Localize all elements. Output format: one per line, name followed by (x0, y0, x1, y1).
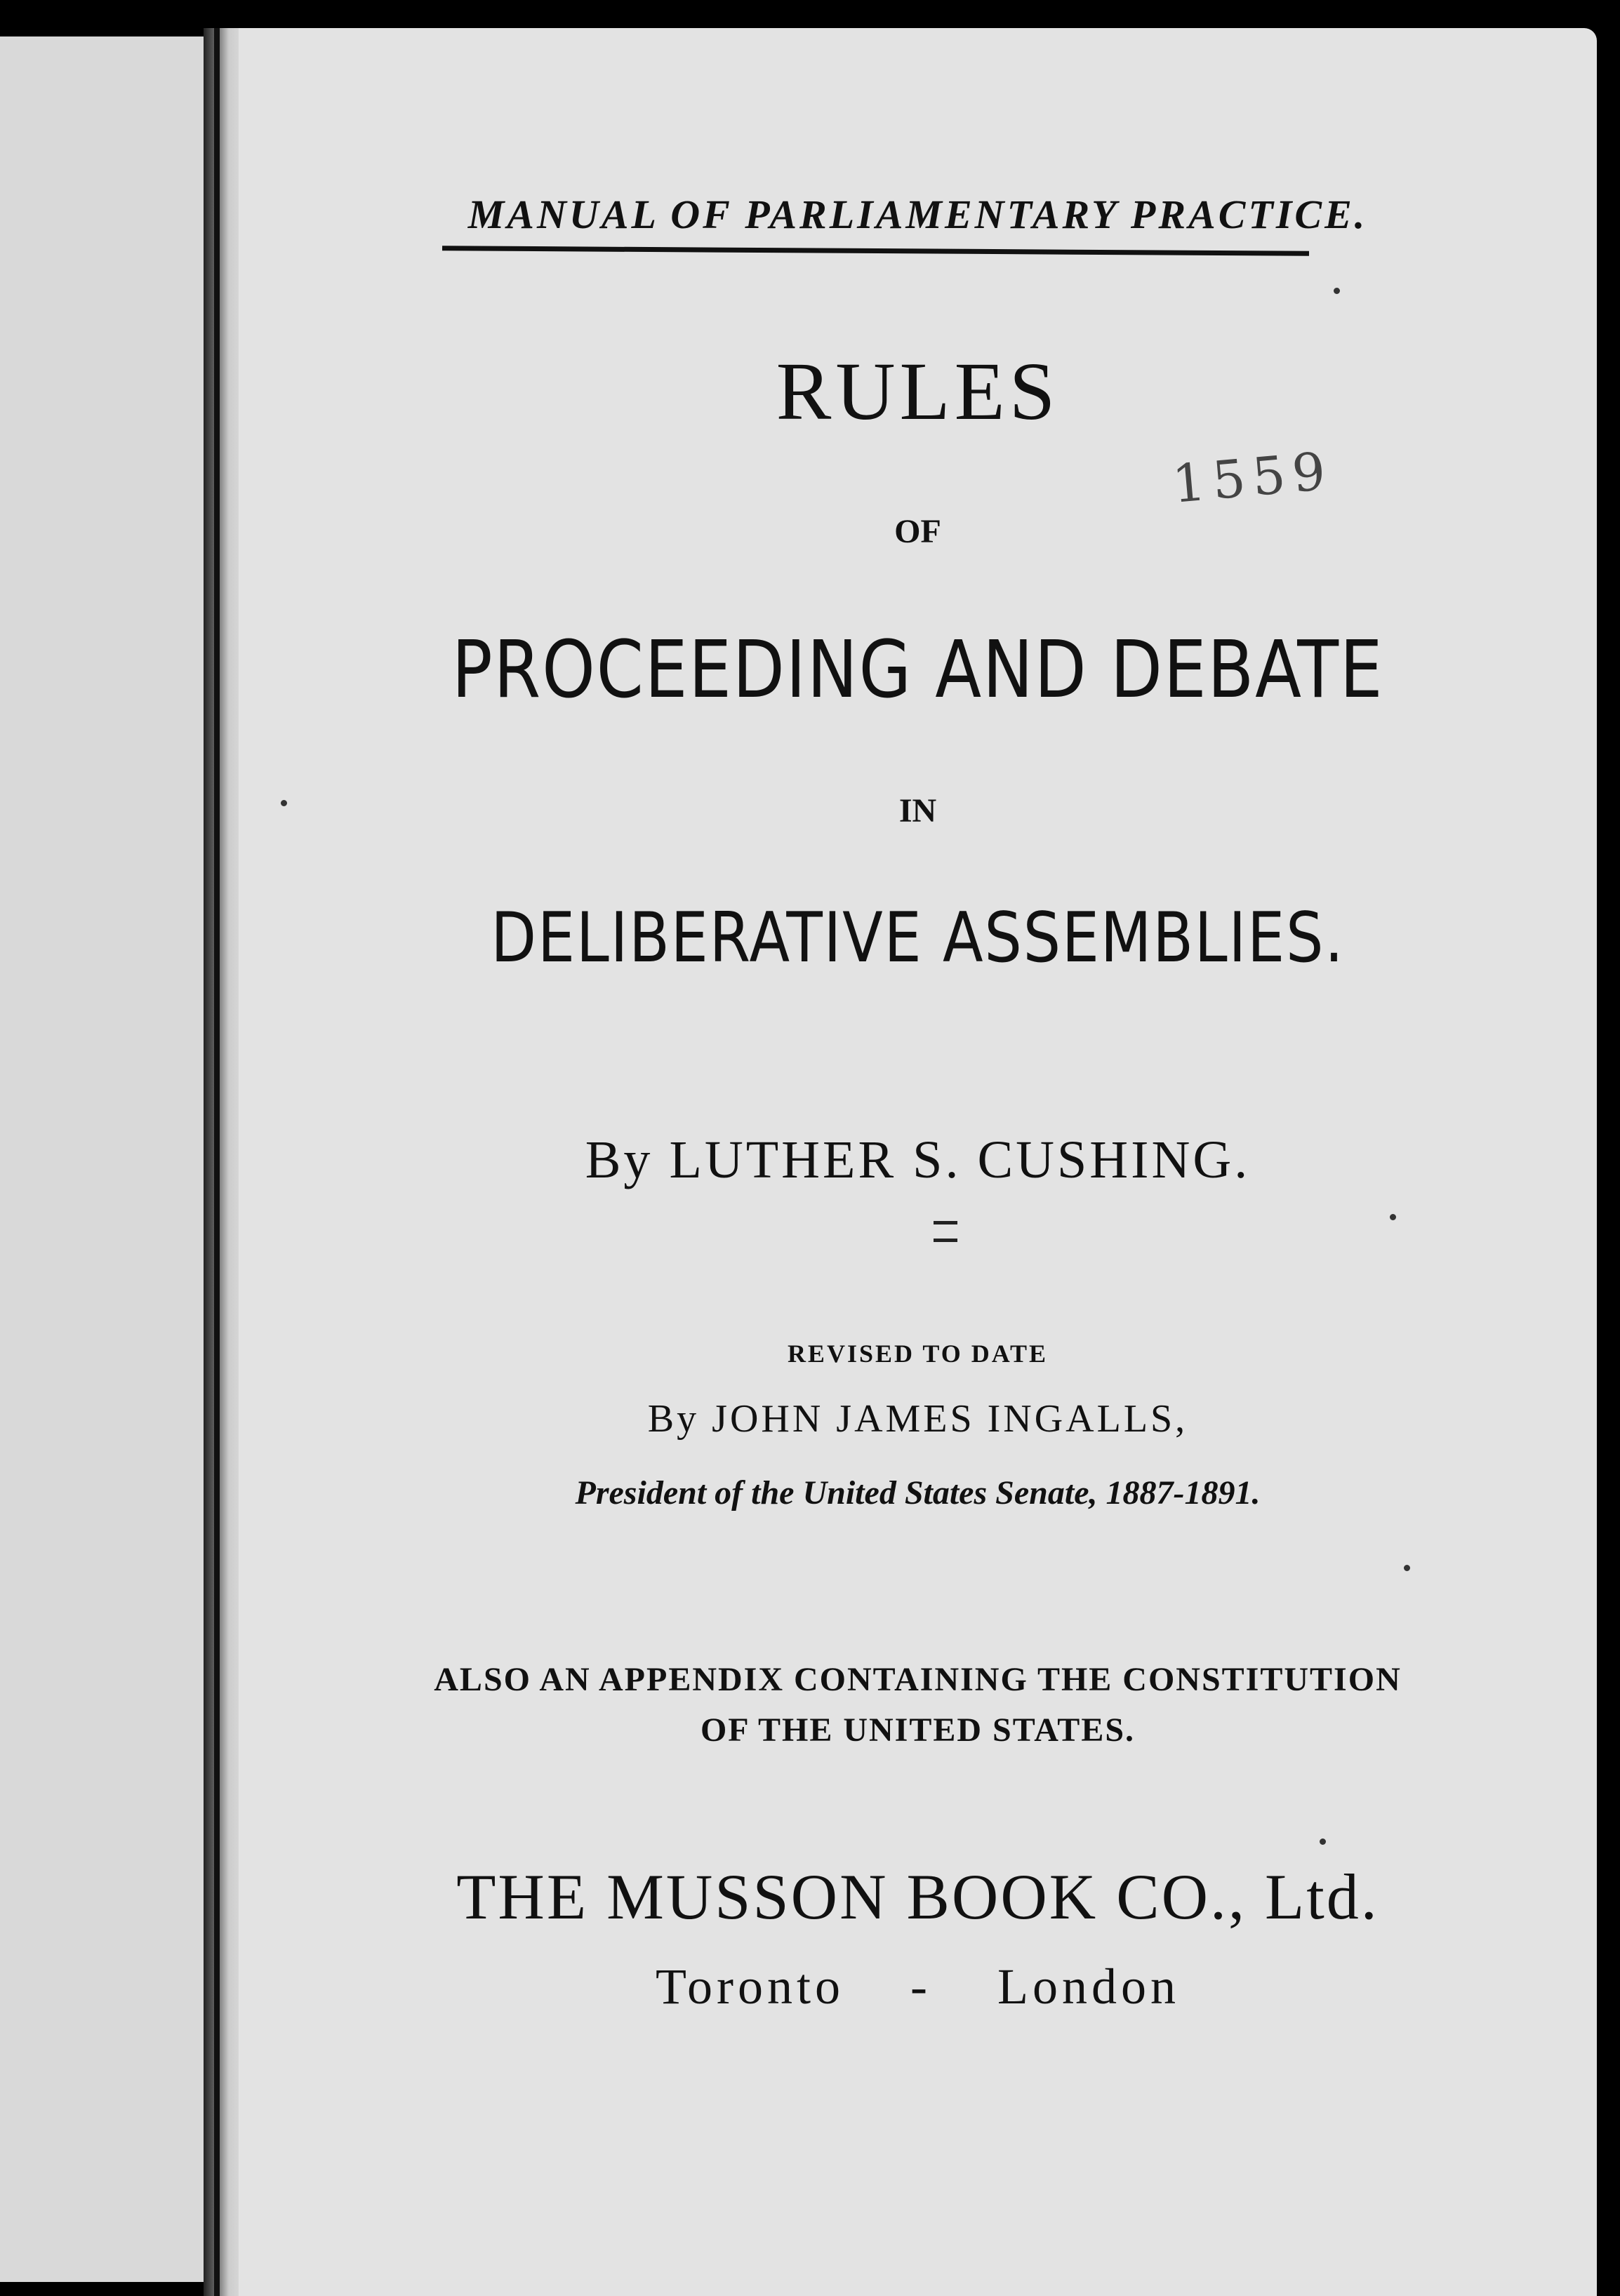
handwritten-pencil-number: 1559 (1169, 441, 1335, 515)
title-page (239, 28, 1597, 2296)
title-line-rules: RULES (776, 345, 1060, 437)
spine-shadow-line (214, 28, 220, 2296)
series-title-underline (442, 246, 1309, 256)
author-line (239, 1130, 1597, 1191)
paper-speck (1334, 288, 1340, 294)
paper-speck (281, 800, 287, 806)
paper-speck (1390, 1214, 1396, 1220)
series-title: MANUAL OF PARLIAMENTARY PRACTICE. (467, 192, 1368, 237)
title-line-of: OF (894, 513, 941, 550)
publisher-city-toronto: Toronto (656, 1958, 844, 2015)
paper-speck (1404, 1565, 1410, 1571)
publisher-places (239, 1958, 1597, 2016)
ink-mark (934, 1221, 957, 1242)
publisher-separator: - (910, 1958, 931, 2015)
appendix-line-1: ALSO AN APPENDIX CONTAINING THE CONSTITUTION (434, 1661, 1402, 1698)
reviser-role: President of the United States Senate, 1887-1891. (575, 1474, 1261, 1511)
author-name: LUTHER S. CUSHING. (669, 1130, 1251, 1189)
reviser-by: By (647, 1397, 700, 1441)
title-line-proceeding: PROCEEDING AND DEBATE (451, 625, 1384, 716)
title-line-in: IN (898, 792, 937, 829)
revised-label: REVISED TO DATE (787, 1340, 1049, 1368)
title-line-deliberative: DELIBERATIVE ASSEMBLIES. (491, 898, 1345, 978)
reviser-line (239, 1396, 1597, 1441)
appendix-line-2: OF THE UNITED STATES. (700, 1711, 1136, 1749)
publisher-name: THE MUSSON BOOK CO., Ltd. (456, 1861, 1379, 1933)
paper-speck (1320, 1838, 1326, 1845)
publisher-city-london: London (997, 1958, 1180, 2015)
facing-page-edge (0, 36, 211, 2282)
reviser-name: JOHN JAMES INGALLS, (712, 1397, 1188, 1441)
author-by: By (585, 1130, 653, 1189)
